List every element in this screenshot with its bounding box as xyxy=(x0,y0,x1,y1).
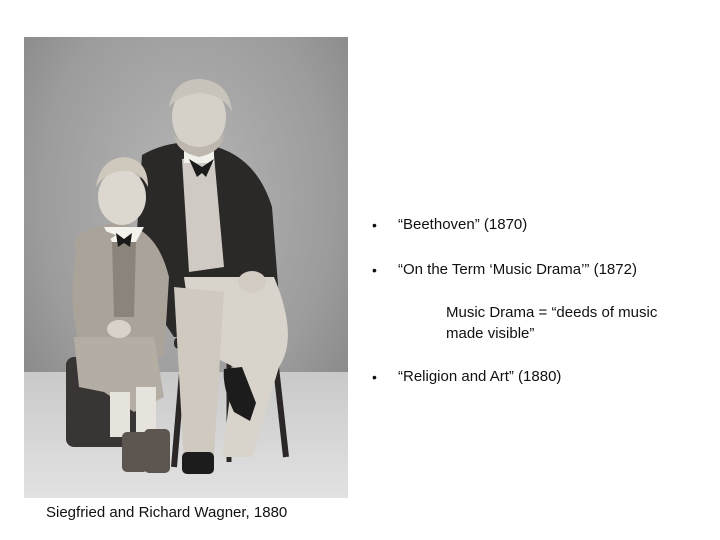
bullet-text-religion-art: “Religion and Art” (1880) xyxy=(398,368,562,385)
bullet-item xyxy=(372,367,561,387)
definition-line-2: made visible” xyxy=(446,325,535,342)
bullet-text-beethoven: “Beethoven” (1870) xyxy=(398,216,528,233)
bullet-marker: • xyxy=(372,217,377,233)
wagner-portrait-photo xyxy=(24,37,348,498)
photo-caption: Siegfried and Richard Wagner, 1880 xyxy=(46,504,288,521)
bullet-marker: • xyxy=(372,262,377,278)
bullet-marker: • xyxy=(372,369,377,385)
definition-line-1: Music Drama = “deeds of music xyxy=(446,304,658,321)
music-drama-definition xyxy=(446,302,706,344)
bullet-item xyxy=(372,215,527,235)
bullet-item xyxy=(372,260,637,280)
bullet-list xyxy=(372,0,712,540)
bullet-text-music-drama: “On the Term ‘Music Drama’” (1872) xyxy=(398,261,637,278)
